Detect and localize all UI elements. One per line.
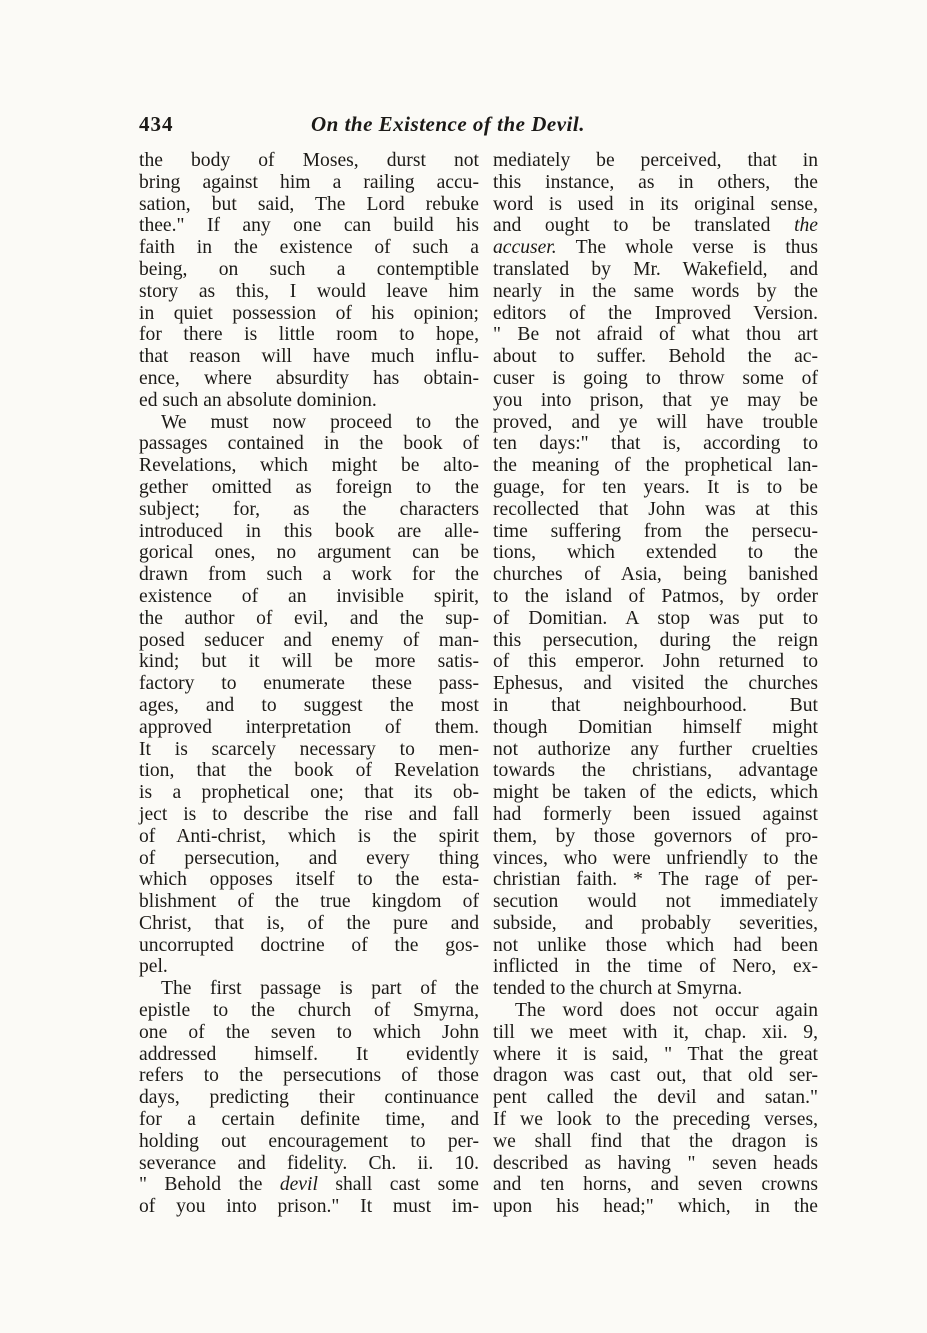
line-text: gether omitted as foreign to the xyxy=(139,476,479,498)
line-text: bring against him a railing accu- xyxy=(139,171,479,193)
line-text: days, predicting their continuance xyxy=(139,1087,479,1109)
line-text: them, by those governors of pro- xyxy=(493,825,818,847)
text-line xyxy=(493,237,818,259)
line-text-after: shall cast some xyxy=(317,1174,479,1196)
text-line xyxy=(139,194,479,216)
line-text: The word does not occur again xyxy=(515,1000,818,1022)
line-text: for a certain definite time, and xyxy=(139,1109,479,1131)
line-text: tion, that the book of Revelation xyxy=(139,760,479,782)
line-text: upon his head;" which, in the xyxy=(493,1196,818,1218)
line-text: uncorrupted doctrine of the gos- xyxy=(139,934,479,956)
text-line xyxy=(493,542,818,564)
text-line xyxy=(139,324,479,346)
line-text: story as this, I would leave him xyxy=(139,280,479,302)
text-line xyxy=(139,913,479,935)
line-text: of Domitian. A stop was put to xyxy=(493,607,818,629)
line-text: We must now proceed to the xyxy=(161,411,479,433)
text-line xyxy=(493,1044,818,1066)
line-text: and ten horns, and seven crowns xyxy=(493,1174,818,1196)
line-text: nearly in the same words by the xyxy=(493,280,818,302)
text-line xyxy=(139,455,479,477)
text-line xyxy=(493,368,818,390)
line-text: ten days:" that is, according to xyxy=(493,433,818,455)
text-line xyxy=(139,390,479,412)
line-text: existence of an invisible spirit, xyxy=(139,585,479,607)
line-text: the meaning of the prophetical lan- xyxy=(493,455,818,477)
line-text: passages contained in the book of xyxy=(139,433,479,455)
line-text: " Be not afraid of what thou art xyxy=(493,324,818,346)
text-line xyxy=(493,891,818,913)
text-line xyxy=(493,433,818,455)
text-line xyxy=(493,804,818,826)
line-text: being, on such a contemptible xyxy=(139,258,479,280)
line-text: faith in the existence of such a xyxy=(139,237,479,259)
text-line xyxy=(493,346,818,368)
text-line xyxy=(493,281,818,303)
line-text: ject is to describe the rise and fall xyxy=(139,803,479,825)
line-text: pel. xyxy=(139,956,168,978)
text-line xyxy=(493,1000,818,1022)
text-line xyxy=(139,542,479,564)
left-text-column xyxy=(139,150,479,1218)
text-line xyxy=(139,848,479,870)
text-line xyxy=(139,1000,479,1022)
text-line xyxy=(139,978,479,1000)
text-line xyxy=(139,412,479,434)
line-text: till we meet with it, chap. xii. 9, xyxy=(493,1021,818,1043)
text-line xyxy=(493,521,818,543)
text-line xyxy=(139,586,479,608)
line-text: guage, for ten years. It is to be xyxy=(493,476,818,498)
text-line xyxy=(493,739,818,761)
line-text: churches of Asia, being banished xyxy=(493,564,818,586)
line-text: in quiet possession of his opinion; xyxy=(139,302,479,324)
text-line xyxy=(139,760,479,782)
text-line xyxy=(493,1131,818,1153)
line-text: that reason will have much influ- xyxy=(139,346,479,368)
text-line xyxy=(493,826,818,848)
line-text: one of the seven to which John xyxy=(139,1021,479,1043)
line-text: pent called the devil and satan." xyxy=(493,1087,818,1109)
line-text: kind; but it will be more satis- xyxy=(139,651,479,673)
text-line xyxy=(139,259,479,281)
text-line xyxy=(493,215,818,237)
line-text: holding out encouragement to per- xyxy=(139,1130,479,1152)
text-line xyxy=(139,1022,479,1044)
text-line xyxy=(139,1174,479,1196)
text-line xyxy=(139,891,479,913)
line-text: is a prophetical one; that its ob- xyxy=(139,782,479,804)
text-line xyxy=(493,172,818,194)
line-text: drawn from such a work for the xyxy=(139,564,479,586)
text-line xyxy=(493,760,818,782)
line-text: word is used in its original sense, xyxy=(493,193,818,215)
text-line xyxy=(139,695,479,717)
line-text: you into prison, that ye may be xyxy=(493,389,818,411)
text-line xyxy=(139,433,479,455)
text-line xyxy=(139,477,479,499)
text-line xyxy=(139,150,479,172)
text-line xyxy=(139,237,479,259)
text-line xyxy=(139,630,479,652)
text-line xyxy=(493,913,818,935)
text-line xyxy=(493,673,818,695)
text-line xyxy=(139,869,479,891)
text-line xyxy=(139,804,479,826)
line-text: in that neighbourhood. But xyxy=(493,694,818,716)
line-text: about to suffer. Behold the ac- xyxy=(493,346,818,368)
line-text: of this emperor. John returned to xyxy=(493,651,818,673)
line-text: secution would not immediately xyxy=(493,891,818,913)
line-text: blishment of the true kingdom of xyxy=(139,891,479,913)
text-line xyxy=(139,172,479,194)
text-line xyxy=(139,1153,479,1175)
text-line xyxy=(493,782,818,804)
line-text: where it is said, " That the great xyxy=(493,1043,818,1065)
line-text: of Anti-christ, which is the spirit xyxy=(139,825,479,847)
line-text: addressed himself. It evidently xyxy=(139,1043,479,1065)
line-text: this instance, as in others, the xyxy=(493,171,818,193)
text-line xyxy=(493,324,818,346)
text-line xyxy=(139,1109,479,1131)
line-text: had formerly been issued against xyxy=(493,803,818,825)
text-line xyxy=(493,455,818,477)
text-line xyxy=(139,1131,479,1153)
text-line xyxy=(493,1174,818,1196)
text-line xyxy=(139,346,479,368)
text-line xyxy=(493,564,818,586)
line-text: cuser is going to throw some of xyxy=(493,367,818,389)
text-line xyxy=(139,368,479,390)
text-line xyxy=(493,150,818,172)
text-line xyxy=(493,259,818,281)
text-line xyxy=(493,869,818,891)
text-line xyxy=(493,1153,818,1175)
line-text: for there is little room to hope, xyxy=(139,324,479,346)
text-line xyxy=(139,1065,479,1087)
line-text: to the island of Patmos, by order xyxy=(493,585,818,607)
line-text: Ephesus, and visited the churches xyxy=(493,673,818,695)
text-line xyxy=(493,586,818,608)
line-text: Christ, that is, of the pure and xyxy=(139,912,479,934)
line-text: of persecution, and every thing xyxy=(139,847,479,869)
text-line xyxy=(493,1022,818,1044)
page-number: 434 xyxy=(139,112,174,136)
line-text: proved, and ye will have trouble xyxy=(493,411,818,433)
line-text: The first passage is part of the xyxy=(161,978,479,1000)
line-italic-text: devil xyxy=(279,1174,318,1196)
text-line xyxy=(493,1196,818,1218)
line-text: time suffering from the persecu- xyxy=(493,520,818,542)
line-text: epistle to the church of Smyrna, xyxy=(139,1000,479,1022)
text-line xyxy=(139,303,479,325)
line-text: If we look to the preceding verses, xyxy=(493,1109,818,1131)
text-line xyxy=(493,630,818,652)
text-line xyxy=(139,1087,479,1109)
text-line xyxy=(493,1087,818,1109)
line-text: severance and fidelity. Ch. ii. 10. xyxy=(139,1152,479,1174)
text-line xyxy=(139,215,479,237)
text-line xyxy=(493,695,818,717)
text-line xyxy=(493,390,818,412)
text-line xyxy=(139,564,479,586)
right-text-column xyxy=(493,150,818,1218)
line-text: " Behold the xyxy=(139,1174,280,1196)
line-text: Revelations, which might be alto- xyxy=(139,455,479,477)
line-text: ence, where absurdity has obtain- xyxy=(139,367,479,389)
line-text: the body of Moses, durst not xyxy=(139,150,479,171)
text-line xyxy=(493,477,818,499)
line-text: which opposes itself to the esta- xyxy=(139,869,479,891)
text-line xyxy=(493,412,818,434)
text-line xyxy=(493,194,818,216)
text-line xyxy=(493,608,818,630)
line-text: dragon was cast out, that old ser- xyxy=(493,1065,818,1087)
text-line xyxy=(493,978,818,1000)
line-text: mediately be perceived, that in xyxy=(493,150,818,171)
line-text: ed such an absolute dominion. xyxy=(139,389,377,411)
line-text: the author of evil, and the sup- xyxy=(139,607,479,629)
line-text: approved interpretation of them. xyxy=(139,716,479,738)
text-line xyxy=(139,1196,479,1218)
line-text: towards the christians, advantage xyxy=(493,760,818,782)
line-text: we shall find that the dragon is xyxy=(493,1130,818,1152)
text-line xyxy=(139,956,479,978)
text-line xyxy=(493,1065,818,1087)
text-line xyxy=(139,281,479,303)
line-italic-text: the xyxy=(794,215,818,237)
text-line xyxy=(493,956,818,978)
line-text: vinces, who were unfriendly to the xyxy=(493,847,818,869)
text-line xyxy=(139,782,479,804)
text-line xyxy=(139,521,479,543)
line-text: christian faith. * The rage of per- xyxy=(493,869,818,891)
line-text: subside, and probably severities, xyxy=(493,912,818,934)
line-text: of you into prison." It must im- xyxy=(139,1196,479,1218)
line-text: tended to the church at Smyrna. xyxy=(493,978,743,1000)
line-text: though Domitian himself might xyxy=(493,716,818,738)
line-text: factory to enumerate these pass- xyxy=(139,673,479,695)
line-text: It is scarcely necessary to men- xyxy=(139,738,479,760)
line-text: subject; for, as the characters xyxy=(139,498,479,520)
text-line xyxy=(139,826,479,848)
text-line xyxy=(493,848,818,870)
line-text: this persecution, during the reign xyxy=(493,629,818,651)
text-line xyxy=(139,608,479,630)
line-text: editors of the Improved Version. xyxy=(493,302,818,324)
line-text: inflicted in the time of Nero, ex- xyxy=(493,956,818,978)
line-text: sation, but said, The Lord rebuke xyxy=(139,193,479,215)
line-text: and ought to be translated xyxy=(493,215,795,237)
line-text: described as having " seven heads xyxy=(493,1152,818,1174)
line-text: gorical ones, no argument can be xyxy=(139,542,479,564)
running-title: On the Existence of the Devil. xyxy=(311,112,585,136)
text-line xyxy=(139,673,479,695)
text-line xyxy=(493,651,818,673)
text-line xyxy=(139,499,479,521)
text-line xyxy=(493,717,818,739)
text-line xyxy=(139,717,479,739)
line-text: thee." If any one can build his xyxy=(139,215,479,237)
text-line xyxy=(139,935,479,957)
line-text: refers to the persecutions of those xyxy=(139,1065,479,1087)
line-text: tions, which extended to the xyxy=(493,542,818,564)
text-line xyxy=(493,303,818,325)
line-text-after: The whole verse is thus xyxy=(556,237,818,259)
text-line xyxy=(493,499,818,521)
line-text: translated by Mr. Wakefield, and xyxy=(493,258,818,280)
line-text: recollected that John was at this xyxy=(493,498,818,520)
line-text: introduced in this book are alle- xyxy=(139,520,479,542)
line-text: ages, and to suggest the most xyxy=(139,694,479,716)
line-text: not unlike those which had been xyxy=(493,934,818,956)
text-line xyxy=(139,651,479,673)
text-line xyxy=(493,1109,818,1131)
line-text: posed seducer and enemy of man- xyxy=(139,629,479,651)
line-italic-text: accuser. xyxy=(493,237,557,259)
text-line xyxy=(139,1044,479,1066)
line-text: might be taken of the edicts, which xyxy=(493,782,818,804)
text-line xyxy=(493,935,818,957)
text-line xyxy=(139,739,479,761)
line-text: not authorize any further cruelties xyxy=(493,738,818,760)
running-head xyxy=(139,112,819,144)
